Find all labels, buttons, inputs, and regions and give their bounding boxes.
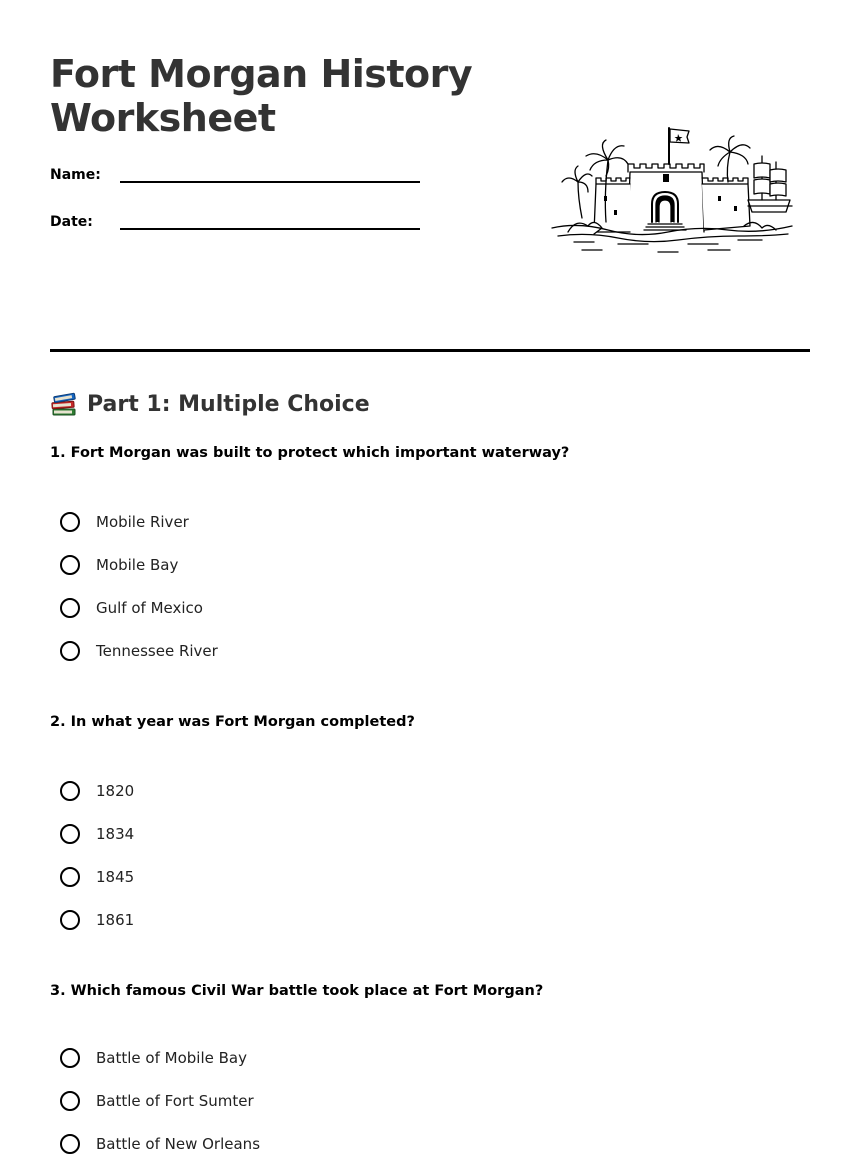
fort-illustration: [548, 122, 794, 258]
question-text: 2. In what year was Fort Morgan completed?: [50, 714, 415, 730]
date-field: [50, 214, 430, 244]
radio-button[interactable]: [60, 641, 80, 661]
option-tennessee-river[interactable]: [60, 638, 218, 664]
radio-button[interactable]: [60, 867, 80, 887]
date-label: Date:: [50, 214, 93, 230]
option-1845[interactable]: [60, 864, 134, 890]
part1-title: Part 1: Multiple Choice: [87, 391, 370, 417]
option-label: 1834: [96, 825, 135, 843]
option-label: Battle of Fort Sumter: [96, 1092, 254, 1110]
option-label: Mobile River: [96, 513, 189, 531]
option-label: Gulf of Mexico: [96, 599, 203, 617]
option-label: Battle of New Orleans: [96, 1135, 261, 1153]
option-battle-of-fort-sumter[interactable]: [60, 1088, 254, 1114]
option-1861[interactable]: [60, 907, 134, 933]
option-label: 1845: [96, 868, 135, 886]
option-mobile-bay[interactable]: [60, 552, 178, 578]
option-battle-of-mobile-bay[interactable]: [60, 1045, 247, 1071]
option-label: Battle of Mobile Bay: [96, 1049, 247, 1067]
option-label: 1861: [96, 911, 135, 929]
name-field: [50, 167, 430, 197]
radio-button[interactable]: [60, 1048, 80, 1068]
option-1834[interactable]: [60, 821, 134, 847]
option-gulf-of-mexico[interactable]: [60, 595, 203, 621]
option-mobile-river[interactable]: [60, 509, 189, 535]
radio-button[interactable]: [60, 555, 80, 575]
option-label: Mobile Bay: [96, 556, 179, 574]
radio-button[interactable]: [60, 781, 80, 801]
radio-button[interactable]: [60, 824, 80, 844]
worksheet-title: Fort Morgan History Worksheet: [50, 52, 473, 140]
part1-heading: [50, 388, 370, 420]
name-input-line[interactable]: [120, 181, 420, 183]
radio-button[interactable]: [60, 910, 80, 930]
question-text: 1. Fort Morgan was built to protect which important waterway?: [50, 445, 570, 461]
books-icon: [50, 390, 78, 418]
option-label: Tennessee River: [96, 642, 218, 660]
radio-button[interactable]: [60, 1134, 80, 1154]
radio-button[interactable]: [60, 598, 80, 618]
section-divider: [50, 349, 810, 352]
radio-button[interactable]: [60, 512, 80, 532]
date-input-line[interactable]: [120, 228, 420, 230]
question-text: 3. Which famous Civil War battle took place at Fort Morgan?: [50, 983, 544, 999]
option-battle-of-new-orleans[interactable]: [60, 1131, 260, 1157]
option-1820[interactable]: [60, 778, 134, 804]
name-label: Name:: [50, 167, 101, 183]
option-label: 1820: [96, 782, 135, 800]
radio-button[interactable]: [60, 1091, 80, 1111]
